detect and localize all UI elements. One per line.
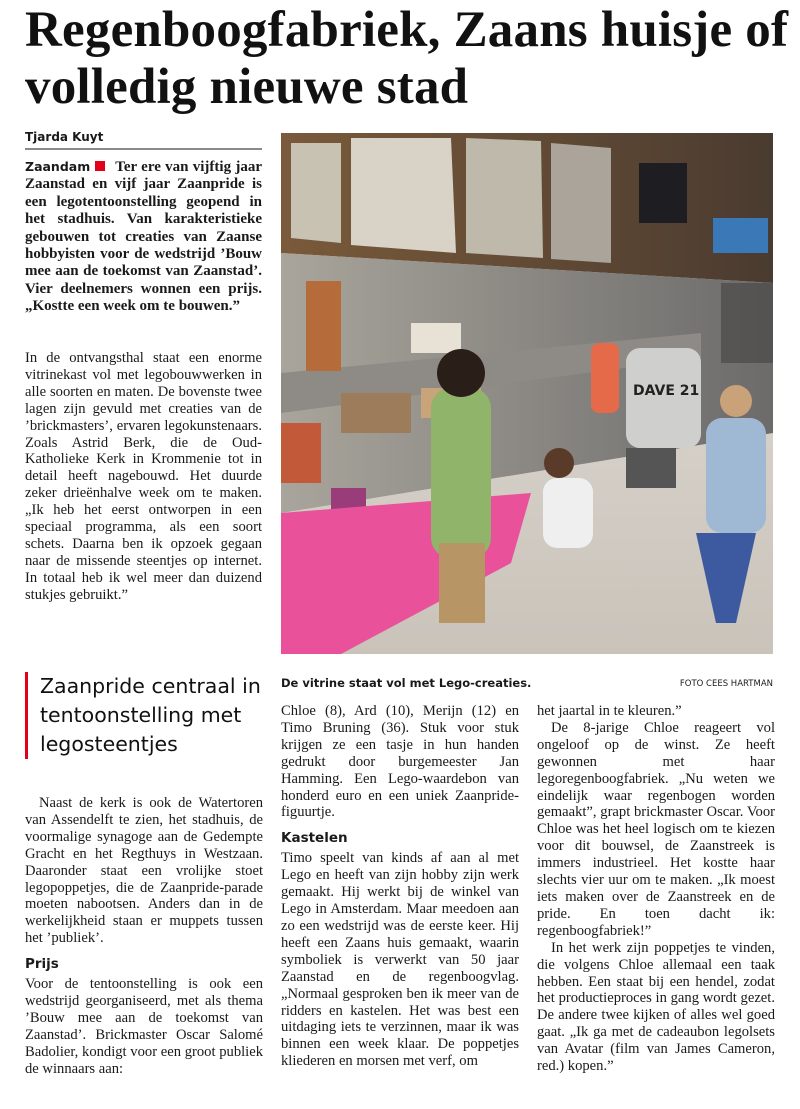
body-paragraph: Timo speelt van kinds af aan al met Lego en heeft van zijn hobby zijn werk gemaakt. Hij werkt bij de winkel van Lego in Amsterdam. Maar meedoen aan zo een wedstrijd was de eerste keer. Hij heeft een Zaans huis gemaakt, waarin symboliek is verwerkt van 50 jaar Zaanstad en de regenboogvlag. „Normaal gesproken ben ik meer van de ridders en kastelen. Het was best een uitdaging iets te verzinnen, maar ik was binnen een week klaar. De poppetjes kliederen en morsen met verf, om: [281, 850, 519, 1070]
red-square-icon: [95, 161, 105, 171]
byline: Tjarda Kuyt: [25, 130, 262, 150]
body-paragraph: Voor de tentoonstelling is ook een wedstrijd georganiseerd, met als thema ’Bouw mee aan de toekomst van Zaanstad’. Brickmaster Oscar Salomé Badolier, kondigt voor een groot publiek de winnaars aan:: [25, 976, 263, 1077]
body-paragraph: het jaartal in te kleuren.”: [537, 703, 682, 719]
subheadline: Zaanpride centraal in tentoonstelling met legosteentjes: [25, 672, 277, 759]
body-paragraph: In het werk zijn poppetjes te vinden, die volgens Chloe allemaal een taak hebben. Een staat bij een hendel, zodat het productieproces in gang wordt gezet. De andere twee kijken of alles wel goed gaat. „Ik ga met de cadeaubon legolsets van Avatar (film van James Cameron, red.) kopen.”: [537, 939, 775, 1075]
lead-text: Ter ere van vijftig jaar Zaanstad en vijf jaar Zaanpride is een legotentoonstelling geopend in het stadhuis. Van karakteristieke gebouwen tot creaties van Zaanse hobbyisten voor de wedstrijd ’Bouw mee aan de toekomst van Zaanstad’. Vier deelnemers wonnen een prijs. „Kostte een week om te bouwen.”: [25, 159, 262, 315]
body-paragraph: In de ontvangsthal staat een enorme vitrinekast vol met legobouwwerken in alle soorten en maten. De bovenste twee lagen zijn gevuld met creaties van de ’brickmasters’, ervaren legokunstenaars. Zoals Astrid Berk, die de Oud-Katholieke Kerk in Krommenie tot in detail heeft nagebouwd. Het duurde zeker drieënhalve week om te maken. „Ik heb het eerst ontworpen in een speciaal programma, als een soort schets. Daarna ben ik opzoek gegaan naar de missende steentjes op internet. In totaal heb ik wel meer dan duizend stukjes gebruikt.”: [25, 350, 262, 603]
shirt-text: DAVE 21: [633, 383, 700, 399]
intertitle-kastelen: Kastelen: [281, 830, 348, 847]
intertitle-prijs: Prijs: [25, 956, 59, 973]
dateline: Zaandam: [25, 159, 91, 174]
article-photo: [281, 133, 773, 654]
body-paragraph: De 8-jarige Chloe reageert vol ongeloof op de winst. Ze heeft gewonnen met haar legoregenboogfabriek. „Nu weten we eindelijk waar regenbogen worden gemaakt”, grapt brickmaster Oscar. Voor Chloe was het heel logisch om te kiezen voor dit bouwsel, de Zaanstreek is immers industrieel. Het kostte haar slechts vier uur om te maken. „Ik moest iets maken over de Zaanstreek en de pride. En toen dacht ik: regenboogfabriek!”: [537, 719, 775, 939]
photo-caption: De vitrine staat vol met Lego-creaties.: [281, 676, 532, 690]
column-2: [281, 703, 519, 1070]
photo-illustration: [281, 133, 773, 654]
headline: Regenboogfabriek, Zaans huisje of volledig nieuwe stad: [25, 2, 789, 115]
photo-credit: FOTO CEES HARTMAN: [679, 679, 773, 689]
column-1: [25, 795, 263, 1078]
body-paragraph: Naast de kerk is ook de Watertoren van Assendelft te zien, het stadhuis, de voormalige synagoge aan de Gedempte Gracht en het Regthuys in Westzaan. Daaronder staat een vrolijke stoet legopoppetjes, die de Zaanpride-parade moeten nabootsen. Anders dan in de werkelijkheid staan er muppets tussen het ’publiek’.: [25, 795, 263, 947]
lead-paragraph: [25, 158, 262, 316]
column-3: [537, 703, 775, 1075]
body-paragraph: Chloe (8), Ard (10), Merijn (12) en Timo Bruning (36). Stuk voor stuk krijgen ze een tasje in hun handen gedrukt door burgemeester Jan Hamming. Een Lego-waardebon van honderd euro en een uniek Zaanpride-figuurtje.: [281, 703, 519, 821]
